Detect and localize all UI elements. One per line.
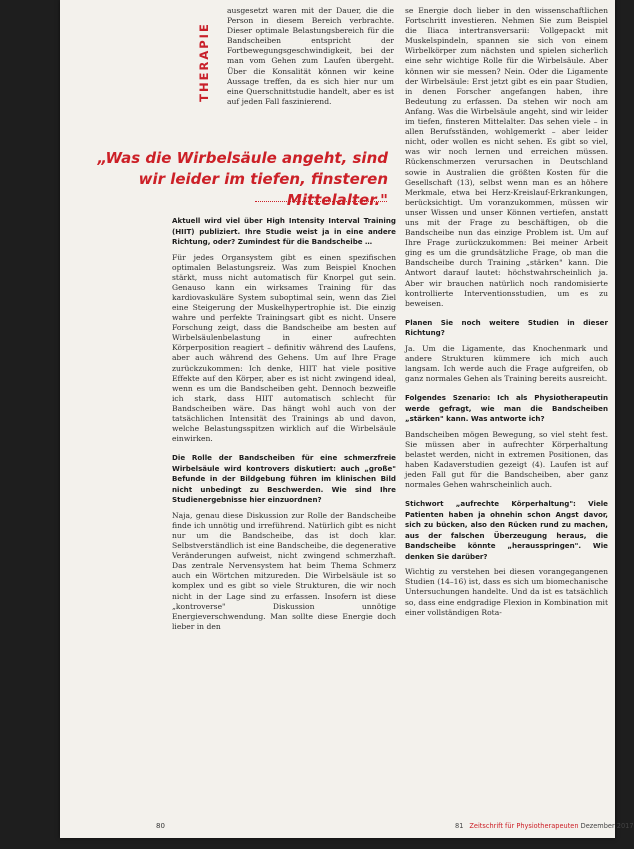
page-footer-right (455, 822, 634, 830)
interview-question: Planen Sie noch weitere Studien in dieser Richtung? (405, 317, 608, 338)
pull-quote: „Was die Wirbelsäule angeht, sind wir leider im tiefen, finsteren Mittelalter." (97, 149, 388, 209)
magazine-page (60, 0, 634, 838)
paragraph: ausgesetzt waren mit der Dauer, die die Person in diesem Bereich verbrachte. Dieser optimale Belastungsbereich für die Bandscheiben entspricht der Fortbewegungsgeschwindigkeit, bei der man vom Gehen zum Laufen übergeht. Über die Konsalität können wir keine Aussage treffen, da es sich hier nur um eine Querschnittstudie handelt, aber es ist auf jeden Fall faszinierend. (227, 6, 394, 106)
interview-answer: Für jedes Organsystem gibt es einen spezifischen optimalen Belastungsreiz. Was zum Beispiel Knochen stärkt, muss nicht automatisch für Knorpel gut sein. Genauso kann ein wirksames Training für das kardiovaskuläre System suboptimal sein, wenn das Ziel eine Steigerung der Muskelhypertrophie ist. Die einzig wahre und perfekte Trainingsart gibt es nicht. Unsere Forschung zeigt, dass die Bandscheibe am besten auf Wirbelsäulenbelastung in einer aufrechten Körperposition reagiert – definitiv während des Laufens, aber auch während des Gehens. Um auf Ihre Frage zurückzukommen: Ich denke, HIIT hat viele positive Effekte auf den Körper, aber es ist nicht zwingend ideal, wenn es um die Bandscheiben geht. Dennoch bezweifle ich stark, dass HIIT automatisch schlecht für Bandscheiben wäre. Das hängt wohl auch von der tatsächlichen Intensität des Trainings ab und davon, welche Belastungsspitzen wirklich auf die Wirbelsäule einwirken. (172, 252, 396, 444)
left-top-column (227, 6, 394, 124)
interview-answer: Bandscheiben mögen Bewegung, so viel steht fest. Sie müssen aber in aufrechter Körperhaltung belastet werden, nicht in extremen Positionen, das haben Kadaverstudien gezeigt (4). Laufen ist auf jeden Fall gut für die Bandscheiben, aber ganz normales Gehen wahrscheinlich auch. (405, 429, 608, 490)
section-label: THERAPIE (197, 22, 211, 102)
interview-answer: Naja, genau diese Diskussion zur Rolle der Bandscheibe finde ich unnötig und irreführend. Natürlich gibt es nicht nur um die Bandscheibe, das ist doch klar. Selbstverständlich ist eine Bandscheibe, die degenerative Veränderungen aufweist, nicht zwingend schmerzhaft. Das zentrale Nervensystem hat beim Thema Schmerz auch ein Wörtchen mitzureden. Die Wirbelsäule ist so komplex und es gibt so viele Strukturen, die wir noch nicht in der Lage sind zu erfassen. Insofern ist diese „kontroverse" Diskussion unnötige Energieverschwendung. Man sollte diese Energie doch lieber in den (172, 510, 396, 631)
issue-date: Dezember 2017 (580, 822, 634, 830)
interview-question: Folgendes Szenario: Ich als Physiotherapeutin werde gefragt, wie man die Bandscheiben „stärken" kann. Was antworte ich? (405, 393, 608, 424)
right-column (405, 6, 608, 814)
interview-question: Die Rolle der Bandscheiben für eine schmerzfreie Wirbelsäule wird kontrovers diskutiert: auch „große" Befunde in der Bildgebung führen im klinischen Bild nicht unbedingt zu Beschwerden. Wie sind Ihre Studienergebnisse hier einzuordnen? (172, 453, 396, 505)
interview-answer: se Energie doch lieber in den wissenschaftlichen Fortschritt investieren. Nehmen Sie zum Beispiel die Iliaca intertransversarii: Vollgepackt mit Muskelspindeln, spannen sie sich von einem Wirbelkörper zum nächsten und spielen sicherlich eine sehr wichtige Rolle für die Wirbelsäule. Aber können wir sie messen? Nein. Oder die Ligamente der Wirbelsäule: Erst jetzt gibt es ein paar Studien, in denen Forscher angefangen haben, ihre Bedeutung zu erfassen. Da stehen wir noch am Anfang. Was die Wirbelsäule angeht, sind wir leider im tiefen, finsteren Mittelalter. Das sehen viele – in allen Berufsständen, wohlgemerkt – aber leider nicht, oder wollen es nicht sehen. Es gibt so viel, was wir noch lernen und erreichen müssen. Rückenschmerzen verursachen in Deutschland sowie in Australien die größten Kosten für die Gesellschaft (13), selbst wenn man es an höhere Merkmale, etwa bei Herz-Kreislauf-Erkrankungen, berücksichtigt. Um voranzukommen, müssen wir unser Wissen und unser Können vertiefen, anstatt uns mit der Frage zu beschäftigen, ob die Bandscheibe nun das einzige Problem ist. Um auf Ihre Frage zurückzukommen: Bei meiner Arbeit ging es um die grundsätzliche Frage, ob man die Bandscheibe durch Training „stärken" kann. Die Antwort darauf lautet: höchstwahrscheinlich ja. Aber wir brauchen natürlich noch randomisierte kontrollierte Interventionsstudien, um es zu beweisen. (405, 6, 608, 308)
interview-answer: Wichtig zu verstehen bei diesen vorangegangenen Studien (14–16) ist, dass es sich um biomechanische Untersuchungen handelte. Und da ist es tatsächlich so, dass eine endgradige Flexion in Kombination mit einer vollständigen Rota- (405, 567, 608, 617)
journal-name: Zeitschrift für Physiotherapeuten (469, 822, 579, 830)
middle-column (172, 216, 396, 816)
pull-quote-divider (255, 201, 387, 202)
page-number-right: 81 (455, 822, 464, 830)
interview-answer: Ja. Um die Ligamente, das Knochenmark und andere Strukturen kümmere ich mich auch langsam. Ich werde auch die Frage aufgreifen, ob ganz normales Gehen als Training bereits ausreicht. (405, 343, 608, 384)
page-number-left: 80 (156, 822, 165, 830)
interview-question: Stichwort „aufrechte Körperhaltung": Viele Patienten haben ja ohnehin schon Angst davor, sich zu bücken, also den Rücken rund zu machen, aus der falschen Überzeugung heraus, die Bandscheibe könnte „herausspringen". Wie denken Sie darüber? (405, 499, 608, 561)
interview-question: Aktuell wird viel über High Intensity Interval Training (HIIT) publiziert. Ihre Studie weist ja in eine andere Richtung, oder? Zumindest für die Bandscheibe … (172, 216, 396, 246)
